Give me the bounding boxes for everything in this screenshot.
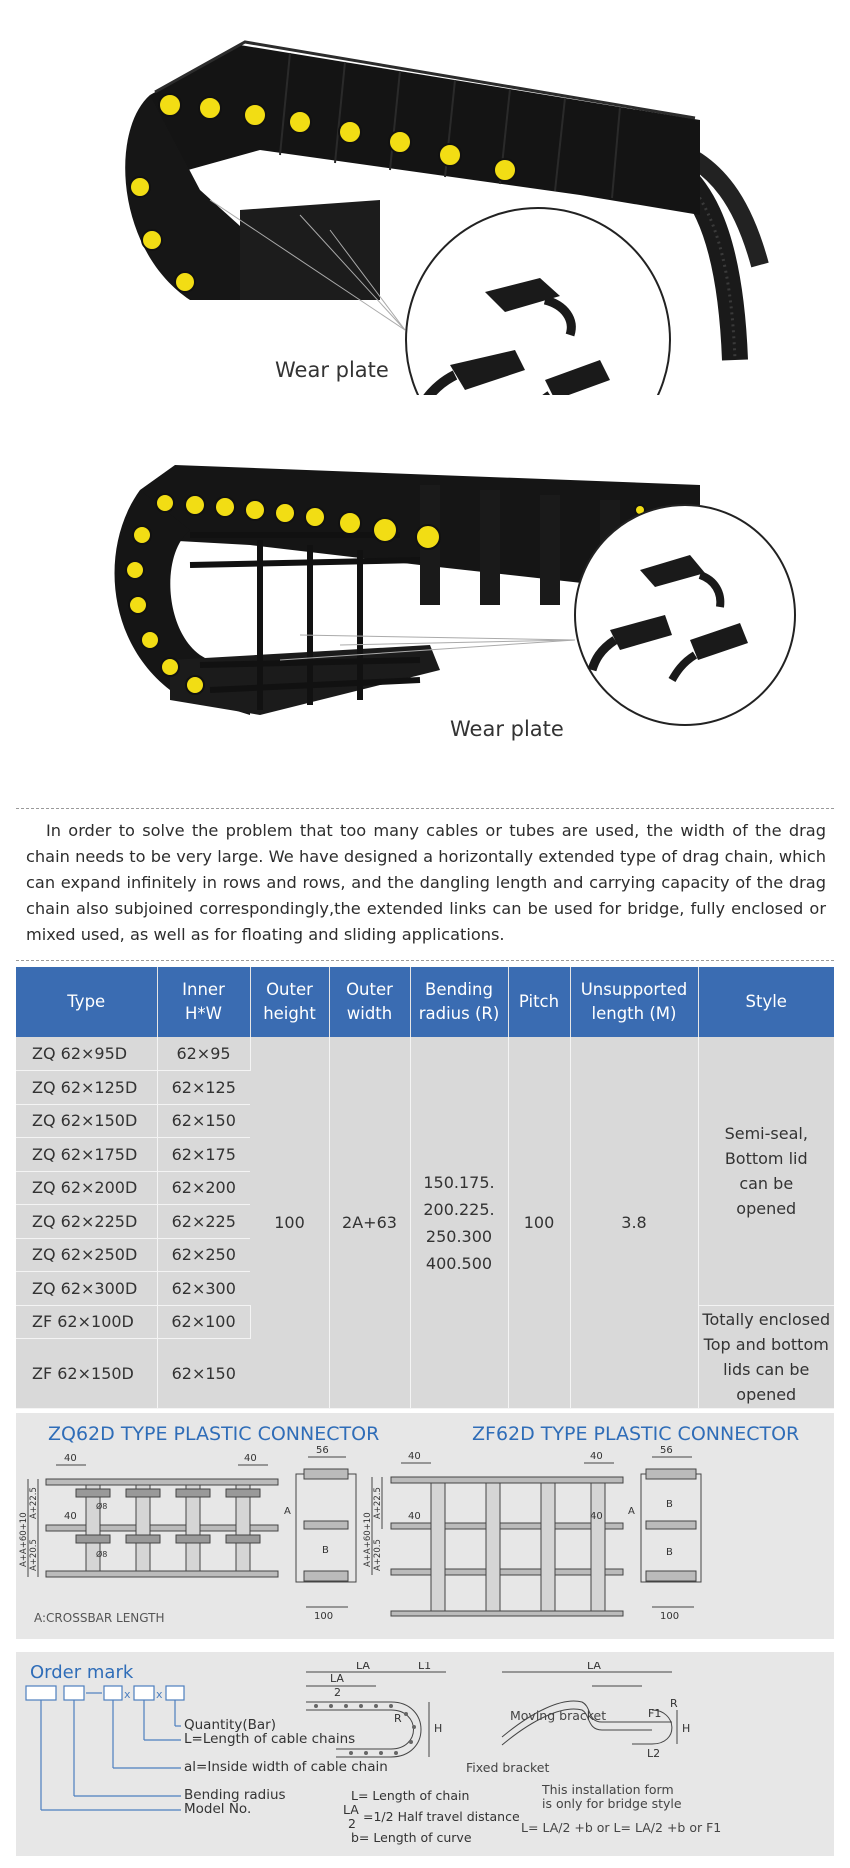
dim-100-label: 100 bbox=[314, 1611, 334, 1622]
la-label: LA bbox=[356, 1662, 370, 1672]
la-half-den: 2 bbox=[334, 1686, 341, 1699]
cell-outer-height: 100 bbox=[250, 1037, 329, 1409]
dim-40-label: 40 bbox=[590, 1511, 603, 1522]
crossbar-length-note: A:CROSSBAR LENGTH bbox=[34, 1611, 165, 1625]
header-bending-radius: Bending radius (R) bbox=[410, 967, 508, 1037]
radius-label: R bbox=[394, 1712, 402, 1725]
wear-plate-label-top: Wear plate bbox=[275, 358, 389, 382]
b-definition: b= Length of curve bbox=[351, 1830, 472, 1845]
height-label: H bbox=[682, 1722, 691, 1735]
fixed-bracket-label: Fixed bracket bbox=[466, 1760, 550, 1775]
drag-chain-top-image bbox=[0, 0, 850, 395]
cell-type: ZF 62×100D bbox=[16, 1305, 157, 1339]
order-mark-panel bbox=[16, 1652, 834, 1856]
la-label: LA bbox=[587, 1662, 601, 1672]
l-definition: L= Length of chain bbox=[351, 1788, 470, 1803]
dim-a-label: A bbox=[284, 1506, 291, 1517]
cell-type: ZQ 62×150D bbox=[16, 1104, 157, 1138]
cell-outer-width: 2A+63 bbox=[329, 1037, 410, 1409]
l1-label: L1 bbox=[418, 1662, 432, 1672]
dim-upper-label: A+22.5 bbox=[29, 1487, 39, 1519]
dim-40-label: 40 bbox=[244, 1453, 257, 1464]
cell-pitch: 100 bbox=[508, 1037, 570, 1409]
header-type: Type bbox=[16, 967, 157, 1037]
header-outer-width: Outer width bbox=[329, 967, 410, 1037]
cell-inner: 62×150 bbox=[157, 1104, 250, 1138]
dim-40-label: 40 bbox=[408, 1451, 421, 1462]
wear-plate-label-bottom: Wear plate bbox=[450, 717, 564, 741]
wear-plate-photo-bottom bbox=[0, 455, 850, 800]
l2-label: L2 bbox=[647, 1747, 661, 1760]
cell-unsupported: 3.8 bbox=[570, 1037, 698, 1409]
divider-bottom bbox=[16, 960, 834, 961]
header-pitch: Pitch bbox=[508, 967, 570, 1037]
la2-definition: =1/2 Half travel distance bbox=[363, 1809, 520, 1824]
cell-type: ZQ 62×225D bbox=[16, 1205, 157, 1239]
cell-type: ZQ 62×175D bbox=[16, 1138, 157, 1172]
bending-radius-label: Bending radius bbox=[184, 1787, 286, 1803]
inside-width-label: al=Inside width of cable chain bbox=[184, 1759, 388, 1775]
multiply-sign: x bbox=[124, 1688, 131, 1701]
cell-type: ZQ 62×200D bbox=[16, 1171, 157, 1205]
dim-a-label: A bbox=[628, 1506, 635, 1517]
divider-top bbox=[16, 808, 834, 809]
dim-40-label: 40 bbox=[590, 1451, 603, 1462]
cell-inner: 62×250 bbox=[157, 1238, 250, 1272]
dim-b-label: B bbox=[322, 1545, 329, 1556]
cell-type: ZQ 62×300D bbox=[16, 1272, 157, 1306]
specification-table bbox=[16, 967, 834, 1409]
cell-inner: 62×175 bbox=[157, 1138, 250, 1172]
dim-total-label: A+A+60+10 bbox=[363, 1512, 373, 1567]
dim-phi-label: Ø8 bbox=[96, 1550, 108, 1559]
cell-inner: 62×150 bbox=[157, 1339, 250, 1409]
header-outer-height: Outer height bbox=[250, 967, 329, 1037]
dim-phi-label: Ø8 bbox=[96, 1502, 108, 1511]
cell-type: ZF 62×150D bbox=[16, 1339, 157, 1409]
dim-40-label: 40 bbox=[408, 1511, 421, 1522]
la-half-label: LA bbox=[330, 1672, 344, 1685]
dim-40-label: 40 bbox=[64, 1453, 77, 1464]
header-inner: Inner H*W bbox=[157, 967, 250, 1037]
dim-b-label: B bbox=[666, 1547, 673, 1558]
cell-inner: 62×200 bbox=[157, 1171, 250, 1205]
la2-numerator: LA bbox=[343, 1802, 359, 1817]
bridge-note-line1: This installation form bbox=[542, 1782, 674, 1797]
drag-chain-bottom-image bbox=[0, 455, 850, 800]
header-unsupported-length: Unsupported length (M) bbox=[570, 967, 698, 1037]
dim-b-label: B bbox=[666, 1499, 673, 1510]
dim-100-label: 100 bbox=[660, 1611, 680, 1622]
cell-bending-radius: 150.175. 200.225. 250.300 400.500 bbox=[410, 1037, 508, 1409]
table-header-row bbox=[16, 967, 834, 1037]
dim-upper-label: A+22.5 bbox=[373, 1487, 383, 1519]
la2-denominator: 2 bbox=[348, 1816, 356, 1831]
moving-bracket-label: Moving bracket bbox=[510, 1708, 607, 1723]
f1-label: F1 bbox=[648, 1707, 662, 1720]
cell-type: ZQ 62×95D bbox=[16, 1037, 157, 1071]
header-style: Style bbox=[698, 967, 834, 1037]
zq-connector-title: ZQ62D TYPE PLASTIC CONNECTOR bbox=[48, 1423, 380, 1445]
intro-paragraph: In order to solve the problem that too many cables or tubes are used, the width of the drag chain needs to be very large. We have designed a horizontally extended type of drag chain, which can expand infinitely in rows and rows, and the dangling length and carrying capacity of the drag chain also subjoined correspondingly,the extended links can be used for bridge, fully enclosed or mixed used, as well as for floating and sliding applications. bbox=[26, 821, 826, 944]
wear-plate-photo-top bbox=[0, 0, 850, 395]
dim-total-label: A+A+60+10 bbox=[19, 1512, 29, 1567]
cell-inner: 62×95 bbox=[157, 1037, 250, 1071]
cell-style-enclosed: Totally enclosed Top and bottom lids can be opened bbox=[698, 1305, 834, 1409]
radius-label: R bbox=[670, 1697, 678, 1710]
dim-40-label: 40 bbox=[64, 1511, 77, 1522]
dim-56-label: 56 bbox=[660, 1445, 673, 1456]
height-label: H bbox=[434, 1722, 443, 1735]
dim-lower-label: A+20.5 bbox=[29, 1539, 39, 1571]
order-mark-title: Order mark bbox=[30, 1662, 134, 1683]
travel-diagram-standard bbox=[296, 1662, 466, 1782]
cell-inner: 62×125 bbox=[157, 1071, 250, 1105]
bridge-formula: L= LA/2 +b or L= LA/2 +b or F1 bbox=[521, 1820, 722, 1835]
quantity-label: Quantity(Bar) bbox=[184, 1717, 276, 1733]
multiply-sign: x bbox=[156, 1688, 163, 1701]
cell-inner: 62×300 bbox=[157, 1272, 250, 1306]
cell-style-semi-seal: Semi-seal, Bottom lid can be opened bbox=[698, 1037, 834, 1305]
model-no-label: Model No. bbox=[184, 1801, 252, 1817]
cell-type: ZQ 62×250D bbox=[16, 1238, 157, 1272]
table-row bbox=[16, 1037, 834, 1071]
dim-56-label: 56 bbox=[316, 1445, 329, 1456]
dim-lower-label: A+20.5 bbox=[373, 1539, 383, 1571]
cell-inner: 62×100 bbox=[157, 1305, 250, 1339]
connector-drawings-panel bbox=[16, 1413, 834, 1639]
zf-connector-title: ZF62D TYPE PLASTIC CONNECTOR bbox=[472, 1423, 800, 1445]
cell-inner: 62×225 bbox=[157, 1205, 250, 1239]
length-label: L=Length of cable chains bbox=[184, 1731, 356, 1747]
cell-type: ZQ 62×125D bbox=[16, 1071, 157, 1105]
bridge-note-line2: is only for bridge style bbox=[542, 1796, 682, 1811]
connector-technical-drawing bbox=[16, 1439, 834, 1639]
